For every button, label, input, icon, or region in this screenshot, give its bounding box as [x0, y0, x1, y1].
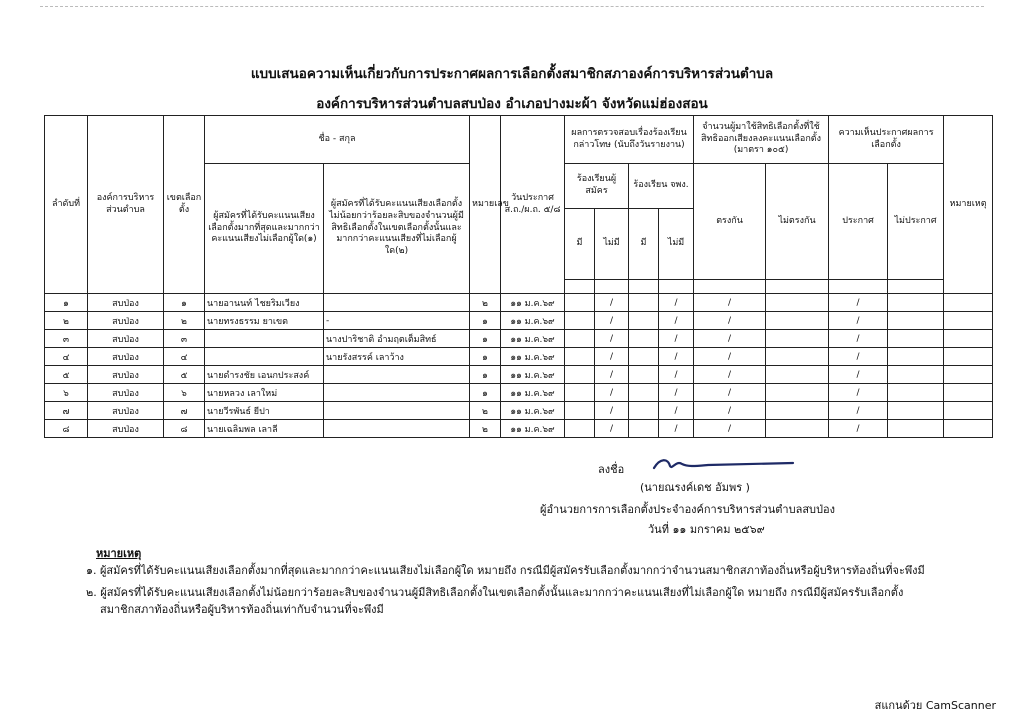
header-filler	[629, 280, 659, 294]
cell-org: สบป่อง	[88, 312, 164, 330]
cell-date: ๑๑ ม.ค.๖๙	[501, 420, 565, 438]
col-header-not-match: ไม่ตรงกัน	[766, 164, 829, 280]
cell-c2-have	[629, 366, 659, 384]
cell-not-match	[766, 330, 829, 348]
notes-heading: หมายเหตุ	[96, 547, 142, 560]
handwritten-signature	[648, 452, 798, 476]
cell-no: ๕	[45, 366, 88, 384]
cell-remark	[944, 420, 993, 438]
cell-c1-not-have: /	[595, 348, 629, 366]
col-header-district: เขตเลือกตั้ง	[164, 116, 205, 294]
cell-date: ๑๑ ม.ค.๖๙	[501, 384, 565, 402]
cell-c1-not-have: /	[595, 420, 629, 438]
cell-org: สบป่อง	[88, 366, 164, 384]
col-header-announce: ประกาศ	[829, 164, 888, 280]
cell-number: ๑	[470, 384, 501, 402]
cell-number: ๑	[470, 348, 501, 366]
col-header-c2-not-have: ไม่มี	[659, 209, 694, 280]
cell-org: สบป่อง	[88, 402, 164, 420]
cell-c1-not-have: /	[595, 366, 629, 384]
col-header-number: หมายเลข	[470, 116, 501, 294]
cell-name-b	[324, 384, 470, 402]
col-header-not-announce: ไม่ประกาศ	[888, 164, 944, 280]
cell-c2-have	[629, 330, 659, 348]
col-header-org: องค์การบริหารส่วนตำบล	[88, 116, 164, 294]
cell-name-b: -	[324, 312, 470, 330]
cell-org: สบป่อง	[88, 294, 164, 312]
cell-c2-not-have: /	[659, 348, 694, 366]
document-subtitle: องค์การบริหารส่วนตำบลสบป่อง อำเภอปางมะผ้า จังหวัดแม่ฮ่องสอน	[316, 96, 708, 112]
header-filler	[659, 280, 694, 294]
cell-name-b	[324, 294, 470, 312]
cell-no: ๗	[45, 402, 88, 420]
table-row	[45, 420, 993, 438]
header-filler	[888, 280, 944, 294]
cell-announce: /	[829, 294, 888, 312]
cell-district: ๒	[164, 312, 205, 330]
cell-c2-have	[629, 294, 659, 312]
cell-not-announce	[888, 348, 944, 366]
cell-name-a: นายดำรงชัย เอนกประสงค์	[205, 366, 324, 384]
cell-announce: /	[829, 366, 888, 384]
cell-match: /	[694, 420, 766, 438]
note-2-line-2: สมาชิกสภาท้องถิ่นหรือผู้บริหารท้องถิ่นเท่ากับจำนวนที่จะพึงมี	[100, 602, 384, 616]
cell-not-match	[766, 294, 829, 312]
cell-date: ๑๑ ม.ค.๖๙	[501, 348, 565, 366]
cell-number: ๑	[470, 312, 501, 330]
cell-no: ๔	[45, 348, 88, 366]
cell-org: สบป่อง	[88, 384, 164, 402]
table-body	[45, 294, 993, 438]
cell-announce: /	[829, 384, 888, 402]
cell-not-match	[766, 402, 829, 420]
table-row	[45, 294, 993, 312]
cell-c1-have	[565, 294, 595, 312]
cell-date: ๑๑ ม.ค.๖๙	[501, 330, 565, 348]
table-row	[45, 402, 993, 420]
col-header-no: ลำดับที่	[45, 116, 88, 294]
signature-label: ลงชื่อ	[598, 463, 625, 476]
cell-match: /	[694, 294, 766, 312]
col-header-date: วันประกาศ ส.ถ./ผ.ถ. ๕/๘	[501, 116, 565, 294]
cell-c2-not-have: /	[659, 366, 694, 384]
cell-not-match	[766, 348, 829, 366]
cell-org: สบป่อง	[88, 420, 164, 438]
cell-announce: /	[829, 312, 888, 330]
cell-c1-not-have: /	[595, 402, 629, 420]
header-filler	[694, 280, 766, 294]
col-header-complaint-candidate: ร้องเรียนผู้สมัคร	[565, 164, 629, 209]
cell-match: /	[694, 348, 766, 366]
cell-c2-have	[629, 420, 659, 438]
table-row	[45, 348, 993, 366]
results-table	[44, 115, 993, 438]
col-header-c1-not-have: ไม่มี	[595, 209, 629, 280]
header-filler	[829, 280, 888, 294]
header-filler	[766, 280, 829, 294]
cell-district: ๔	[164, 348, 205, 366]
cell-c2-have	[629, 402, 659, 420]
cell-not-match	[766, 384, 829, 402]
cell-date: ๑๑ ม.ค.๖๙	[501, 402, 565, 420]
cell-c2-have	[629, 312, 659, 330]
col-header-name-b: ผู้สมัครที่ได้รับคะแนนเสียงเลือกตั้งไม่น้อยกว่าร้อยละสิบของจำนวนผู้มีสิทธิเลือกตั้งในเขตเลือกตั้งนั้นและมากกว่าคะแนนเสียงที่ไม่เลือกผู้ใด(๒)	[324, 164, 470, 294]
cell-c2-not-have: /	[659, 402, 694, 420]
cell-org: สบป่อง	[88, 330, 164, 348]
col-header-match: ตรงกัน	[694, 164, 766, 280]
cell-c1-have	[565, 366, 595, 384]
cell-c2-have	[629, 384, 659, 402]
cell-match: /	[694, 330, 766, 348]
cell-c1-not-have: /	[595, 330, 629, 348]
cell-c1-not-have: /	[595, 384, 629, 402]
cell-c2-not-have: /	[659, 330, 694, 348]
cell-district: ๓	[164, 330, 205, 348]
signature-date: วันที่ ๑๑ มกราคม ๒๕๖๙	[648, 523, 765, 536]
cell-remark	[944, 402, 993, 420]
cell-no: ๑	[45, 294, 88, 312]
col-header-opinion-group: ความเห็นประกาศผลการเลือกตั้ง	[829, 116, 944, 164]
cell-not-announce	[888, 384, 944, 402]
note-1: ๑. ผู้สมัครที่ได้รับคะแนนเสียงเลือกตั้งมากที่สุดและมากกว่าคะแนนเสียงไม่เลือกผู้ใด หมายถึง กรณีมีผู้สมัครรับเลือกตั้งมากกว่าจำนวนสมาชิกสภาท้องถิ่นหรือผู้บริหารท้องถิ่นที่จะพึงมี	[86, 564, 925, 577]
cell-district: ๘	[164, 420, 205, 438]
table-row	[45, 384, 993, 402]
cell-not-announce	[888, 402, 944, 420]
cell-c1-have	[565, 330, 595, 348]
cell-name-a: นายอานนท์ ไชยริมเวียง	[205, 294, 324, 312]
cell-c1-not-have: /	[595, 312, 629, 330]
col-header-name-group: ชื่อ - สกุล	[205, 116, 470, 164]
header-filler	[565, 280, 595, 294]
cell-remark	[944, 294, 993, 312]
cell-remark	[944, 348, 993, 366]
signer-name: (นายณรงค์เดช อัมพร )	[640, 481, 750, 494]
cell-c1-have	[565, 348, 595, 366]
cell-date: ๑๑ ม.ค.๖๙	[501, 312, 565, 330]
document-title: แบบเสนอความเห็นเกี่ยวกับการประกาศผลการเลือกตั้งสมาชิกสภาองค์การบริหารส่วนตำบล	[250, 66, 774, 82]
cell-not-match	[766, 420, 829, 438]
cell-name-a: นายทรงธรรม ยาเขต	[205, 312, 324, 330]
cell-number: ๑	[470, 366, 501, 384]
cell-no: ๘	[45, 420, 88, 438]
table-row	[45, 366, 993, 384]
cell-remark	[944, 366, 993, 384]
cell-name-a	[205, 348, 324, 366]
cell-number: ๒	[470, 402, 501, 420]
cell-date: ๑๑ ม.ค.๖๙	[501, 294, 565, 312]
note-2	[86, 585, 986, 618]
cell-district: ๗	[164, 402, 205, 420]
note-2-line-1: ๒. ผู้สมัครที่ได้รับคะแนนเสียงเลือกตั้งไม่น้อยกว่าร้อยละสิบของจำนวนผู้มีสิทธิเลือกตั้งในเขตเลือกตั้งนั้นและมากกว่าคะแนนเสียงที่ไม่เลือกผู้ใด หมายถึง กรณีมีผู้สมัครรับเลือกตั้ง	[86, 586, 904, 599]
cell-not-announce	[888, 330, 944, 348]
cell-name-b: นายรังสรรค์ เลาว้าง	[324, 348, 470, 366]
cell-remark	[944, 330, 993, 348]
cell-match: /	[694, 384, 766, 402]
cell-not-announce	[888, 420, 944, 438]
col-header-c1-have: มี	[565, 209, 595, 280]
cell-district: ๖	[164, 384, 205, 402]
cell-c1-not-have: /	[595, 294, 629, 312]
col-header-name-a: ผู้สมัครที่ได้รับคะแนนเสียงเลือกตั้งมากที่สุดและมากกว่าคะแนนเสียงไม่เลือกผู้ใด(๑)	[205, 164, 324, 294]
cell-number: ๑	[470, 330, 501, 348]
table-row	[45, 312, 993, 330]
table-row	[45, 330, 993, 348]
cell-number: ๒	[470, 420, 501, 438]
cell-announce: /	[829, 330, 888, 348]
cell-c1-have	[565, 312, 595, 330]
cell-match: /	[694, 366, 766, 384]
cell-not-announce	[888, 294, 944, 312]
cell-name-b	[324, 402, 470, 420]
cell-name-b	[324, 420, 470, 438]
signer-title: ผู้อำนวยการการเลือกตั้งประจำองค์การบริหารส่วนตำบลสบป่อง	[540, 503, 835, 516]
cell-no: ๒	[45, 312, 88, 330]
cell-name-b	[324, 366, 470, 384]
top-divider	[40, 6, 984, 7]
col-header-complaint-jpw: ร้องเรียน จพง.	[629, 164, 694, 209]
cell-org: สบป่อง	[88, 348, 164, 366]
cell-announce: /	[829, 348, 888, 366]
cell-not-announce	[888, 366, 944, 384]
col-header-c2-have: มี	[629, 209, 659, 280]
cell-c2-not-have: /	[659, 384, 694, 402]
cell-date: ๑๑ ม.ค.๖๙	[501, 366, 565, 384]
cell-district: ๕	[164, 366, 205, 384]
cell-remark	[944, 312, 993, 330]
cell-c1-have	[565, 402, 595, 420]
header-filler	[595, 280, 629, 294]
cell-c2-not-have: /	[659, 294, 694, 312]
cell-no: ๓	[45, 330, 88, 348]
cell-name-a: นายวีรพันธ์ ยีปา	[205, 402, 324, 420]
cell-not-match	[766, 312, 829, 330]
cell-match: /	[694, 312, 766, 330]
cell-announce: /	[829, 402, 888, 420]
cell-not-match	[766, 366, 829, 384]
cell-match: /	[694, 402, 766, 420]
cell-announce: /	[829, 420, 888, 438]
cell-c1-have	[565, 384, 595, 402]
scanner-watermark: สแกนด้วย CamScanner	[874, 699, 996, 712]
col-header-remark: หมายเหตุ	[944, 116, 993, 294]
cell-name-a: นายหลวง เลาใหม่	[205, 384, 324, 402]
cell-no: ๖	[45, 384, 88, 402]
col-header-check-group: ผลการตรวจสอบเรื่องร้องเรียนกล่าวโทษ (นับถึงวันรายงาน)	[565, 116, 694, 164]
cell-remark	[944, 384, 993, 402]
cell-c2-not-have: /	[659, 420, 694, 438]
cell-district: ๑	[164, 294, 205, 312]
cell-name-b: นางปาริชาติ อำมฤตเต็มสิทธ์	[324, 330, 470, 348]
cell-c1-have	[565, 420, 595, 438]
cell-number: ๒	[470, 294, 501, 312]
cell-name-a: นายเฉลิมพล เลาลี	[205, 420, 324, 438]
cell-name-a	[205, 330, 324, 348]
cell-not-announce	[888, 312, 944, 330]
cell-c2-have	[629, 348, 659, 366]
col-header-voters-group: จำนวนผู้มาใช้สิทธิเลือกตั้งที่ใช้สิทธิออกเสียงลงคะแนนเลือกตั้ง (มาตรา ๑๐๕)	[694, 116, 829, 164]
cell-c2-not-have: /	[659, 312, 694, 330]
table-header	[45, 116, 993, 294]
